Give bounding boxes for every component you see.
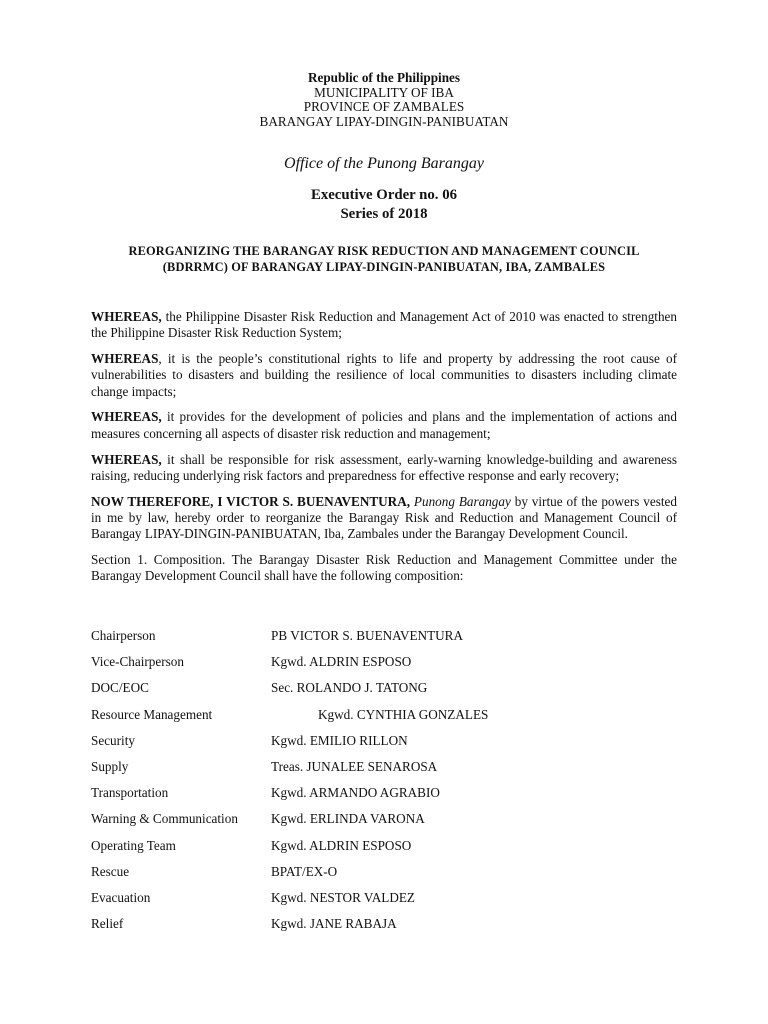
composition-row (91, 654, 677, 680)
composition-member: Kgwd. ERLINDA VARONA (271, 811, 425, 827)
header-line-barangay: BARANGAY LIPAY-DINGIN-PANIBUATAN (259, 113, 509, 129)
header-line-republic: Republic of the Philippines (307, 70, 461, 85)
whereas-text: , it is the people’s constitutional rights to life and property by addressing the root cause of vulnerabilities to disasters and building the resilience of local communities to disasters including climate change impacts; (91, 351, 677, 399)
composition-row (91, 864, 677, 890)
composition-member: Sec. ROLANDO J. TATONG (271, 680, 428, 696)
composition-member: Kgwd. JANE RABAJA (271, 916, 397, 932)
whereas-text: it provides for the development of policies and plans and the implementation of actions and measures concerning all aspects of disaster risk reduction and management; (91, 409, 677, 441)
now-therefore-lead: NOW THEREFORE, I VICTOR S. BUENAVENTURA, (91, 493, 411, 509)
whereas-lead: WHEREAS, (91, 309, 162, 324)
composition-member: Kgwd. NESTOR VALDEZ (271, 889, 415, 905)
composition-row (91, 733, 677, 759)
now-therefore-text: by virtue of the powers vested in me by law, hereby order to reorganize the Barangay Risk and Reduction and Management Council of Barangay LIPAY-DINGIN-PANIBUATAN, Iba, Zambales under the Barangay Development Council. (91, 493, 677, 542)
order-body (91, 309, 677, 594)
composition-role: Relief (91, 916, 124, 932)
composition-role: Rescue (91, 863, 130, 879)
composition-role: Warning & Communication (91, 811, 238, 827)
composition-role: Chairperson (91, 628, 156, 643)
order-number: Executive Order no. 06 (310, 187, 458, 203)
section-1-paragraph: Section 1. Composition. The Barangay Disaster Risk Reduction and Management Committee under the Barangay Development Council shall have the following composition: (91, 552, 677, 584)
order-title-line-2: (BDRRMC) OF BARANGAY LIPAY-DINGIN-PANIBUATAN, IBA, ZAMBALES (162, 260, 606, 274)
whereas-lead: WHEREAS, (91, 409, 162, 425)
whereas-text: the Philippine Disaster Risk Reduction and Management Act of 2010 was enacted to strengthen the Philippine Disaster Risk Reduction System; (91, 309, 677, 341)
composition-member: PB VICTOR S. BUENAVENTURA (271, 628, 463, 643)
composition-role: Operating Team (91, 837, 176, 853)
composition-row (91, 707, 677, 733)
composition-list (91, 628, 677, 942)
composition-role: DOC/EOC (91, 680, 149, 696)
composition-role: Vice-Chairperson (91, 654, 184, 670)
composition-role: Evacuation (91, 889, 151, 905)
composition-member: Treas. JUNALEE SENAROSA (271, 758, 438, 774)
composition-role: Resource Management (91, 706, 213, 722)
composition-row (91, 811, 677, 837)
whereas-paragraph (91, 351, 677, 400)
order-series: Series of 2018 (340, 206, 428, 222)
whereas-lead: WHEREAS (91, 351, 159, 367)
composition-role: Supply (91, 758, 129, 774)
composition-row (91, 890, 677, 916)
composition-member: Kgwd. ARMANDO AGRABIO (271, 785, 440, 801)
composition-member: Kgwd. EMILIO RILLON (271, 732, 408, 748)
composition-row (91, 785, 677, 811)
now-therefore-paragraph (91, 494, 677, 543)
office-title: Office of the Punong Barangay (284, 155, 484, 172)
composition-role: Security (91, 732, 135, 748)
composition-member: BPAT/EX-O (271, 863, 338, 879)
composition-member: Kgwd. CYNTHIA GONZALES (318, 706, 489, 722)
letterhead (0, 71, 768, 129)
composition-row (91, 680, 677, 706)
order-heading (0, 186, 768, 224)
composition-row (91, 759, 677, 785)
whereas-paragraph (91, 309, 677, 342)
order-title (0, 243, 768, 275)
composition-row (91, 916, 677, 942)
order-title-line-1: REORGANIZING THE BARANGAY RISK REDUCTION AND MANAGEMENT COUNCIL (128, 244, 640, 258)
whereas-lead: WHEREAS, (91, 451, 162, 467)
header-line-municipality: MUNICIPALITY OF IBA (314, 84, 454, 100)
whereas-paragraph (91, 452, 677, 485)
composition-member: Kgwd. ALDRIN ESPOSO (271, 654, 412, 670)
composition-member: Kgwd. ALDRIN ESPOSO (271, 837, 412, 853)
now-therefore-title: Punong Barangay (413, 493, 511, 509)
composition-role: Transportation (91, 785, 169, 801)
whereas-paragraph (91, 409, 677, 442)
header-line-province: PROVINCE OF ZAMBALES (303, 99, 465, 114)
composition-row (91, 838, 677, 864)
whereas-text: it shall be responsible for risk assessment, early-warning knowledge-building and awareness raising, reducing underlying risk factors and preparedness for effective response and early recovery; (91, 451, 677, 483)
composition-row (91, 628, 677, 654)
